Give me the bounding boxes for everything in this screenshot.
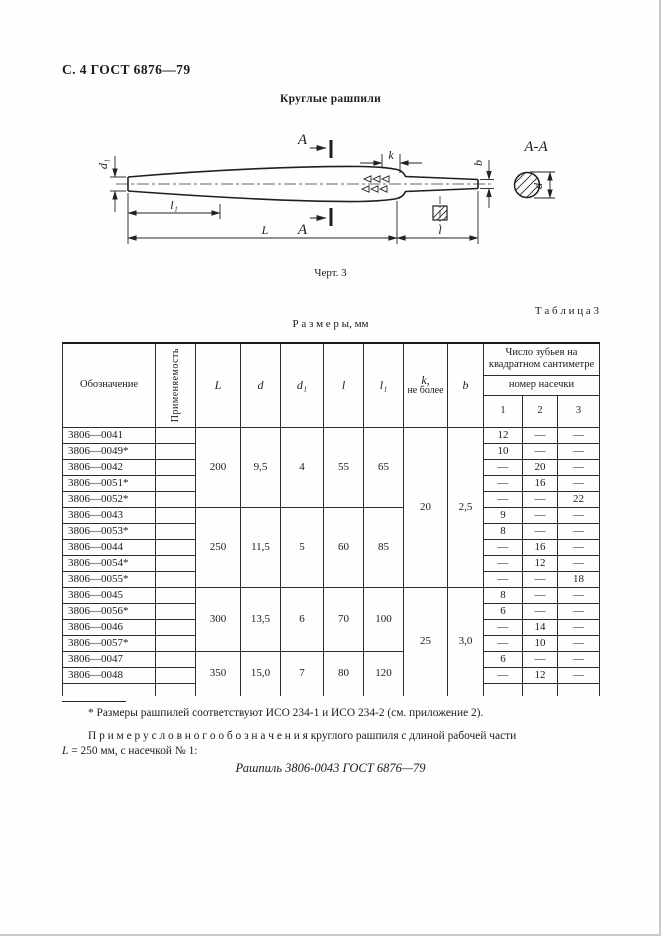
cell-n1: 9: [484, 507, 523, 523]
cell-n3: —: [558, 459, 600, 475]
table-row: [63, 427, 600, 443]
cell-d1: 4: [281, 427, 324, 507]
cell-l1: 100: [364, 587, 404, 651]
cell-designation: 3806—0056*: [63, 603, 156, 619]
cell-designation: 3806—0041: [63, 427, 156, 443]
cell-n1: —: [484, 555, 523, 571]
section-cut-marks: [310, 140, 331, 226]
cell-designation: 3806—0057*: [63, 635, 156, 651]
cell-n2: 20: [523, 459, 558, 475]
cell-applicability: [156, 475, 196, 491]
cell-n2: —: [523, 587, 558, 603]
cell-n3: —: [558, 587, 600, 603]
col-header-notch-1: 1: [484, 395, 523, 427]
cell-n1: —: [484, 459, 523, 475]
cell-d: 9,5: [241, 427, 281, 507]
cell-n1: —: [484, 619, 523, 635]
col-header-teeth: Число зубьев на квадратном сантиметре: [484, 343, 600, 375]
cell-n1: —: [484, 475, 523, 491]
cell-n2: —: [523, 507, 558, 523]
dim-label-l: l: [438, 223, 442, 237]
cell-n3: —: [558, 507, 600, 523]
col-header-d1: d₁: [281, 343, 324, 427]
cell-n3: —: [558, 539, 600, 555]
cell-applicability: [156, 459, 196, 475]
figure-caption: Черт. 3: [314, 267, 347, 279]
cell-n2: 14: [523, 619, 558, 635]
cell-designation: 3806—0046: [63, 619, 156, 635]
example-rest-text: круглого рашпиля с длиной рабочей части: [307, 730, 517, 742]
example-L-symbol: L: [62, 745, 69, 757]
page-title: Круглые рашпили: [279, 93, 382, 105]
footnote-rule: [62, 701, 126, 702]
dimensions-table-wrap: [62, 342, 600, 696]
cell-n3: —: [558, 619, 600, 635]
cell-d1: 6: [281, 587, 324, 651]
cell-applicability: [156, 539, 196, 555]
dim-label-L: L: [261, 223, 269, 237]
cell-designation: 3806—0045: [63, 587, 156, 603]
cell-n2: —: [523, 443, 558, 459]
cell-n2: —: [523, 523, 558, 539]
cell-l: 60: [324, 507, 364, 587]
cell-L: 250: [196, 507, 241, 587]
cell-designation: 3806—0052*: [63, 491, 156, 507]
cell-L: 300: [196, 587, 241, 651]
cell-n1: 6: [484, 651, 523, 667]
cell-applicability: [156, 507, 196, 523]
cell-n1: 8: [484, 587, 523, 603]
dim-label-k: k: [388, 148, 394, 162]
cell-d: 11,5: [241, 507, 281, 587]
table-row: [63, 587, 600, 603]
cell-n1: —: [484, 491, 523, 507]
cell-n2: 12: [523, 667, 558, 683]
example-designation: Рашпиль 3806-0043 ГОСТ 6876—79: [235, 761, 426, 775]
cell-n3: —: [558, 651, 600, 667]
col-header-notch-3: 3: [558, 395, 600, 427]
page-header: С. 4 ГОСТ 6876—79: [62, 62, 191, 77]
col-header-L: L: [196, 343, 241, 427]
cell-applicability: [156, 635, 196, 651]
cell-n3: —: [558, 443, 600, 459]
section-label-a-bottom: A: [297, 222, 307, 238]
col-header-b: b: [448, 343, 484, 427]
table-row: [63, 507, 600, 523]
section-view-circle: [508, 166, 552, 212]
cell-n1: 6: [484, 603, 523, 619]
cell-applicability: [156, 523, 196, 539]
cell-n3: —: [558, 475, 600, 491]
example-params-line: [62, 745, 622, 757]
cell-n2: —: [523, 571, 558, 587]
cell-applicability: [156, 587, 196, 603]
cell-n3: —: [558, 523, 600, 539]
col-header-l1: l₁: [364, 343, 404, 427]
dim-label-l1: l₁: [170, 198, 178, 212]
cell-l1: 65: [364, 427, 404, 507]
cell-n2: 16: [523, 539, 558, 555]
cell-applicability: [156, 443, 196, 459]
table-units-caption: Р а з м е р ы, мм: [292, 318, 369, 330]
table-row: [63, 651, 600, 667]
cell-n1: —: [484, 571, 523, 587]
cell-n1: —: [484, 635, 523, 651]
cell-d: 13,5: [241, 587, 281, 651]
cell-n3: 22: [558, 491, 600, 507]
col-header-notch: номер насечки: [484, 375, 600, 395]
cell-applicability: [156, 619, 196, 635]
footnote-text: * Размеры рашпилей соответствуют ИСО 234-1 и ИСО 234-2 (см. приложение 2).: [88, 707, 484, 719]
cell-n2: 10: [523, 635, 558, 651]
cell-designation: 3806—0053*: [63, 523, 156, 539]
example-params-text: = 250 мм, с насечкой № 1:: [68, 745, 198, 757]
cell-n1: 12: [484, 427, 523, 443]
cell-applicability: [156, 651, 196, 667]
cell-l: 70: [324, 587, 364, 651]
table-label: Т а б л и ц а 3: [534, 305, 599, 317]
square-section-symbol: [429, 196, 457, 230]
cell-n3: —: [558, 427, 600, 443]
dimensions-table: [62, 342, 600, 696]
cell-designation: 3806—0055*: [63, 571, 156, 587]
cell-designation: 3806—0049*: [63, 443, 156, 459]
cell-designation: 3806—0048: [63, 667, 156, 683]
col-header-applicability: Применяемость: [156, 343, 196, 427]
cell-n2: —: [523, 491, 558, 507]
cell-designation: 3806—0044: [63, 539, 156, 555]
cell-d: 15,0: [241, 651, 281, 696]
cell-L: 200: [196, 427, 241, 507]
cell-applicability: [156, 667, 196, 683]
cell-l: 80: [324, 651, 364, 696]
col-header-l: l: [324, 343, 364, 427]
cell-k: 20: [404, 427, 448, 587]
cell-n2: 12: [523, 555, 558, 571]
cell-n1: 10: [484, 443, 523, 459]
cell-n2: 16: [523, 475, 558, 491]
cell-d1: 5: [281, 507, 324, 587]
section-view-title: A-A: [524, 139, 548, 155]
col-header-k: k, не более: [404, 343, 448, 427]
cell-n3: —: [558, 635, 600, 651]
cell-designation: 3806—0043: [63, 507, 156, 523]
col-header-designation: Обозначение: [63, 343, 156, 427]
cell-applicability: [156, 555, 196, 571]
cell-applicability: [156, 427, 196, 443]
section-label-a-top: A: [297, 132, 307, 148]
cell-n3: 18: [558, 571, 600, 587]
cell-L: 350: [196, 651, 241, 696]
cell-n3: —: [558, 603, 600, 619]
rasp-technical-drawing: [60, 118, 605, 268]
cell-n3: —: [558, 555, 600, 571]
dim-label-b: b: [471, 160, 485, 166]
cell-n3: —: [558, 667, 600, 683]
cell-n2: —: [523, 603, 558, 619]
cell-l1: 120: [364, 651, 404, 696]
example-intro-line: [62, 730, 652, 742]
dim-label-d1: d₁: [96, 158, 110, 170]
cell-designation: 3806—0047: [63, 651, 156, 667]
cell-n1: —: [484, 539, 523, 555]
cell-l: 55: [324, 427, 364, 507]
cell-applicability: [156, 571, 196, 587]
cell-applicability: [156, 491, 196, 507]
cell-n1: 8: [484, 523, 523, 539]
cell-designation: 3806—0054*: [63, 555, 156, 571]
cell-n2: —: [523, 651, 558, 667]
col-header-notch-2: 2: [523, 395, 558, 427]
cell-n1: —: [484, 667, 523, 683]
cell-n2: —: [523, 427, 558, 443]
cell-b: 3,0: [448, 587, 484, 696]
cell-b: 2,5: [448, 427, 484, 587]
cell-l1: 85: [364, 507, 404, 587]
cell-k: 25: [404, 587, 448, 696]
cell-designation: 3806—0042: [63, 459, 156, 475]
col-header-d: d: [241, 343, 281, 427]
dim-label-d: d: [531, 183, 545, 189]
cell-designation: 3806—0051*: [63, 475, 156, 491]
example-spaced-text: П р и м е р у с л о в н о г о о б о з н а ч е н и я: [88, 730, 308, 742]
cell-d1: 7: [281, 651, 324, 696]
cell-applicability: [156, 603, 196, 619]
